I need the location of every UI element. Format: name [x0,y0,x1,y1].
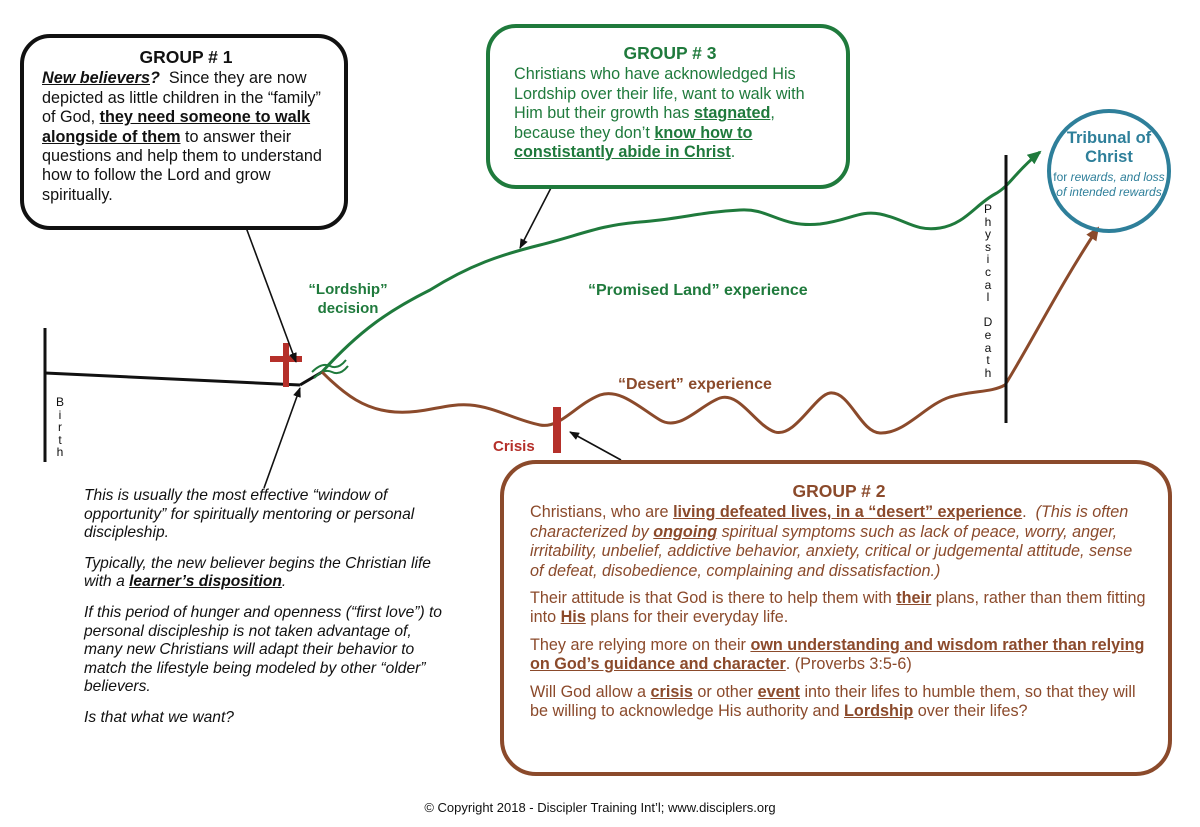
group2-p2-emphasis-1: their [896,589,932,608]
notes-paragraph-2 [84,555,444,592]
group1-qmark: ? [149,69,160,88]
group2-p2-t3: plans for their everyday life. [585,608,789,627]
group2-p4-emphasis-3: Lordship [844,702,914,721]
group1-title: GROUP # 1 [139,47,233,67]
group2-p2-t2: plans, rather than them fitting into [530,589,1146,627]
desert-path [322,228,1098,433]
lordship-label-text: “Lordship” decision [308,281,388,317]
group2-paragraph-2 [530,589,1148,628]
early-life-line [45,373,300,385]
group2-paragraph-3 [530,636,1148,675]
group2-paragraph-1 [530,503,1148,581]
group2-pointer-arrow [570,432,621,460]
group1-text-2: to answer their questions and help them to understand how to follow the Lord and grow spiritually. [42,127,322,204]
group2-p4-emphasis-2: event [757,682,800,701]
group3-box [486,24,850,189]
desert-label: “Desert” experience [618,376,772,393]
group1-question: New believers [42,69,150,88]
group2-p4-t2: or other [692,682,758,701]
group3-emphasis-1: stagnated [693,104,771,123]
group3-title: GROUP # 3 [623,43,717,63]
notes-p2-a: Typically, the new believer begins the Christian life with a [84,554,431,591]
promised-land-label: “Promised Land” experience [588,282,808,299]
notes-p2-b: . [281,573,287,591]
copyright-footer: © Copyright 2018 - Discipler Training Int’l; www.disciplers.org [424,800,776,815]
group3-text-3: . [730,143,736,162]
group2-p2-t1: Their attitude is that God is there to help them with [530,589,897,608]
notes-p2-emphasis: learner’s disposition [129,573,282,591]
tribunal-circle [1047,109,1171,233]
birth-label: B i r t h [55,395,64,460]
group2-p3-emphasis: own understanding and wisdom rather than relying on God’s guidance and character [530,635,1145,674]
group2-paragraph-4 [530,683,1148,722]
group1-pointer-arrow [244,222,296,362]
lordship-label [300,280,396,318]
tribunal-sub-for: for [1053,170,1071,184]
notes-pointer-arrow [264,388,300,488]
group2-title: GROUP # 2 [792,481,886,501]
tribunal-sub-rest: rewards, and loss of intended rewards [1056,170,1165,199]
group3-text [514,65,826,162]
group2-p1-i2: spiritual symptoms such as lack of peace, worry, anger, irritability, unbelief, addictive behavior, anxiety, critical or judgemental attitude, sense of defeat, disobedience, complaining and dissatisfaction.) [530,522,1133,580]
tribunal-subtitle [1051,170,1167,200]
notes-paragraph-3: If this period of hunger and openness (“first love”) to personal discipleship is not taken advantage of, many new Christians will adapt their behavior to match the lifestyle being modeled by other “older” believers. [84,603,442,696]
group2-p4-t1: Will God allow a [530,682,651,701]
crisis-marker [553,407,561,453]
group2-p3-t2: . (Proverbs 3:5-6) [785,655,912,674]
group3-text-1: Christians who have acknowledged His Lordship over their life, want to walk with Him but their growth has [514,65,805,123]
group2-p3-t1: They are relying more on their [530,635,751,654]
group1-emphasis: they need someone to walk alongside of them [42,108,311,146]
group3-text-2: , because they don’t [514,104,775,142]
group2-p4-t4: over their lifes? [913,702,1028,721]
group3-emphasis-2: know how to constistantly abide in Christ [514,123,753,162]
physical-death-label: P h y s i c a l D e a t h [983,202,993,380]
cross-icon [270,343,302,387]
group2-p2-emphasis-2: His [560,608,586,627]
notes-paragraph-1: This is usually the most effective “window of opportunity” for spiritually mentoring or personal discipleship. [84,487,415,542]
group3-pointer-arrow [520,184,553,248]
tribunal-title: Tribunal of Christ [1066,129,1152,166]
group1-text [42,69,330,205]
group2-p1-t2: . [1022,503,1036,522]
group2-p1-emphasis-2: ongoing [653,522,718,541]
left-notes [84,487,444,740]
crisis-label: Crisis [493,438,535,455]
group2-box [500,460,1172,776]
notes-paragraph-4: Is that what we want? [84,708,234,726]
group1-box [20,34,348,230]
group2-p1-t1: Christians, who are [530,503,674,522]
group2-p1-i1: (This is often characterized by [530,503,1129,541]
group1-text-1: Since they are now depicted as little children in the “family” of God, [42,69,326,127]
group2-p4-emphasis-1: crisis [650,682,693,701]
group2-p1-emphasis-1: living defeated lives, in a “desert” experience [673,503,1023,522]
group2-p4-t3: into their lifes to humble them, so that they will be willing to acknowledge His authority and [530,682,1136,721]
